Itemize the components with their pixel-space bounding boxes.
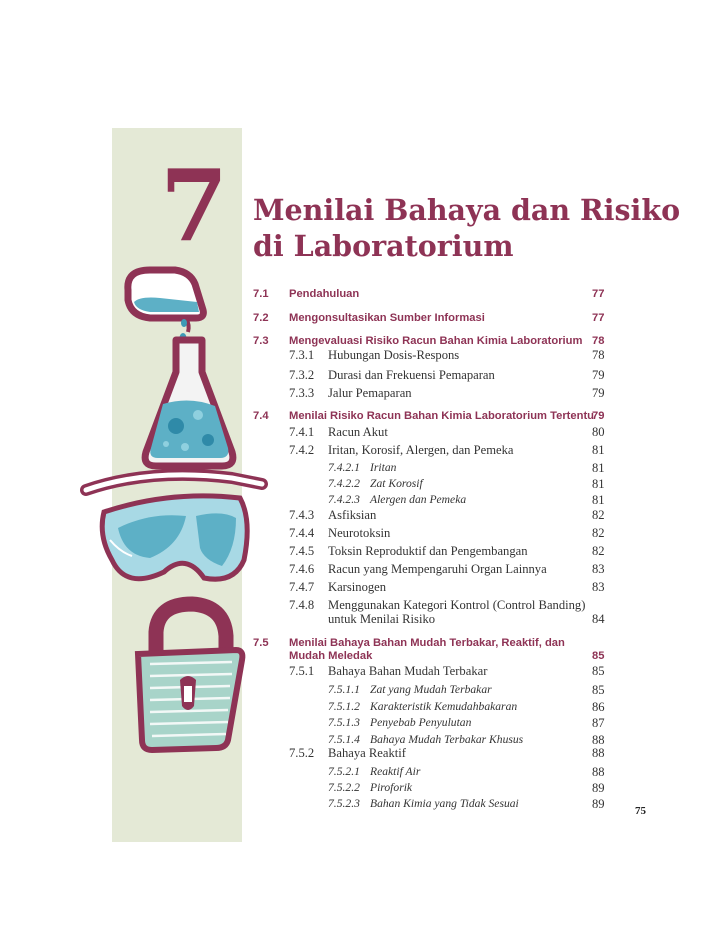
toc-page: 84: [592, 612, 605, 626]
toc-title: Bahaya Bahan Mudah Terbakar: [328, 664, 488, 678]
toc-page: 80: [592, 425, 605, 439]
toc-number: 7.5.1.1: [328, 683, 360, 696]
toc-page: 88: [592, 746, 605, 760]
toc-page: 83: [592, 562, 605, 576]
toc-title: Racun Akut: [328, 425, 388, 439]
toc-number: 7.5: [253, 637, 269, 649]
toc-page: 77: [592, 312, 605, 324]
safety-goggles-icon: [86, 475, 262, 579]
toc-number: 7.4.2.2: [328, 477, 360, 490]
toc-number: 7.4.8: [289, 598, 315, 612]
toc-title: Bahaya Mudah Terbakar Khusus: [370, 733, 524, 746]
toc-page: 78: [592, 335, 605, 347]
toc-number: 7.3.2: [289, 368, 315, 382]
toc-number: 7.4.2: [289, 443, 315, 457]
toc-title-line1: Menilai Bahaya Bahan Mudah Terbakar, Reaktif, dan: [289, 637, 565, 649]
toc-number: 7.4: [253, 410, 269, 422]
toc-page: 82: [592, 526, 605, 540]
toc-page: 77: [592, 288, 605, 300]
toc-number: 7.4.5: [289, 544, 315, 558]
toc-number: 7.4.3: [289, 508, 315, 522]
toc-page: 79: [592, 368, 605, 382]
toc-page: 81: [592, 443, 605, 457]
toc-title: Racun yang Mempengaruhi Organ Lainnya: [328, 562, 547, 576]
toc-title: Mengonsultasikan Sumber Informasi: [289, 312, 485, 324]
toc-number: 7.5.2: [289, 746, 315, 760]
toc-title-line2: untuk Menilai Risiko: [328, 612, 436, 626]
toc-title: Mengevaluasi Risiko Racun Bahan Kimia Laboratorium: [289, 335, 583, 347]
erlenmeyer-flask-icon: [145, 340, 233, 466]
toc-page: 86: [592, 700, 605, 714]
toc-page: 82: [592, 544, 605, 558]
toc-number: 7.3: [253, 335, 269, 347]
toc-title: Neurotoksin: [328, 526, 391, 540]
toc-title: Karakteristik Kemudahbakaran: [370, 700, 518, 713]
toc-title: Iritan: [370, 461, 397, 474]
toc-title: Hubungan Dosis-Respons: [328, 348, 460, 362]
toc-page: 83: [592, 580, 605, 594]
toc-title: Jalur Pemaparan: [328, 386, 412, 400]
toc-number: 7.1: [253, 288, 269, 300]
toc-title: Durasi dan Frekuensi Pemaparan: [328, 368, 495, 382]
toc-number: 7.2: [253, 312, 269, 324]
toc-number: 7.4.2.3: [328, 493, 360, 506]
toc-page: 82: [592, 508, 605, 522]
toc-title: Reaktif Air: [370, 765, 421, 778]
toc-page: 79: [592, 410, 605, 422]
toc-page: 85: [592, 650, 605, 662]
beaker-pouring-icon: [128, 270, 204, 343]
toc-number: 7.5.2.1: [328, 765, 360, 778]
toc-title: Karsinogen: [328, 580, 387, 594]
toc-number: 7.3.1: [289, 348, 315, 362]
toc-number: 7.5.1.2: [328, 700, 360, 713]
toc-page: 79: [592, 386, 605, 400]
padlock-icon: [138, 604, 242, 750]
toc-page: 85: [592, 664, 605, 678]
toc-page: 81: [592, 461, 605, 475]
toc-number: 7.4.1: [289, 425, 315, 439]
toc-title: Bahan Kimia yang Tidak Sesuai: [370, 797, 519, 810]
toc-title: Alergen dan Pemeka: [370, 493, 467, 506]
toc-page: 89: [592, 797, 605, 811]
toc-title: Iritan, Korosif, Alergen, dan Pemeka: [328, 443, 514, 457]
toc-title-line1: Menggunakan Kategori Kontrol (Control Banding): [328, 598, 586, 612]
toc-page: 78: [592, 348, 605, 362]
toc-page: 81: [592, 477, 605, 491]
toc-title: Asfiksian: [328, 508, 377, 522]
toc-number: 7.5.1.4: [328, 733, 360, 746]
toc-number: 7.4.7: [289, 580, 315, 594]
toc-page: 89: [592, 781, 605, 795]
toc-page: 88: [592, 765, 605, 779]
toc-number: 7.5.1: [289, 664, 315, 678]
toc-number: 7.3.3: [289, 386, 315, 400]
toc-page: 87: [592, 716, 605, 730]
chapter-number: 7: [160, 149, 229, 264]
toc-number: 7.4.2.1: [328, 461, 360, 474]
toc-title: Zat Korosif: [370, 477, 423, 490]
toc-number: 7.4.6: [289, 562, 315, 576]
toc-page: 81: [592, 493, 605, 507]
toc-title: Penyebab Penyulutan: [370, 716, 472, 729]
toc-title: Menilai Risiko Racun Bahan Kimia Laboratorium Tertentu: [289, 410, 595, 422]
toc-title: Zat yang Mudah Terbakar: [370, 683, 492, 696]
toc-page: 88: [592, 733, 605, 747]
chapter-title: Menilai Bahaya dan Risiko di Laboratorium: [253, 193, 681, 263]
toc-title: Toksin Reproduktif dan Pengembangan: [328, 544, 528, 558]
page-number: 75: [635, 805, 646, 817]
toc-title: Piroforik: [370, 781, 413, 794]
toc-page: 85: [592, 683, 605, 697]
toc-title-line2: Mudah Meledak: [289, 650, 373, 662]
toc-number: 7.4.4: [289, 526, 315, 540]
toc-title: Bahaya Reaktif: [328, 746, 406, 760]
toc-number: 7.5.2.3: [328, 797, 360, 810]
toc-number: 7.5.2.2: [328, 781, 360, 794]
toc-number: 7.5.1.3: [328, 716, 360, 729]
toc-title: Pendahuluan: [289, 288, 360, 300]
